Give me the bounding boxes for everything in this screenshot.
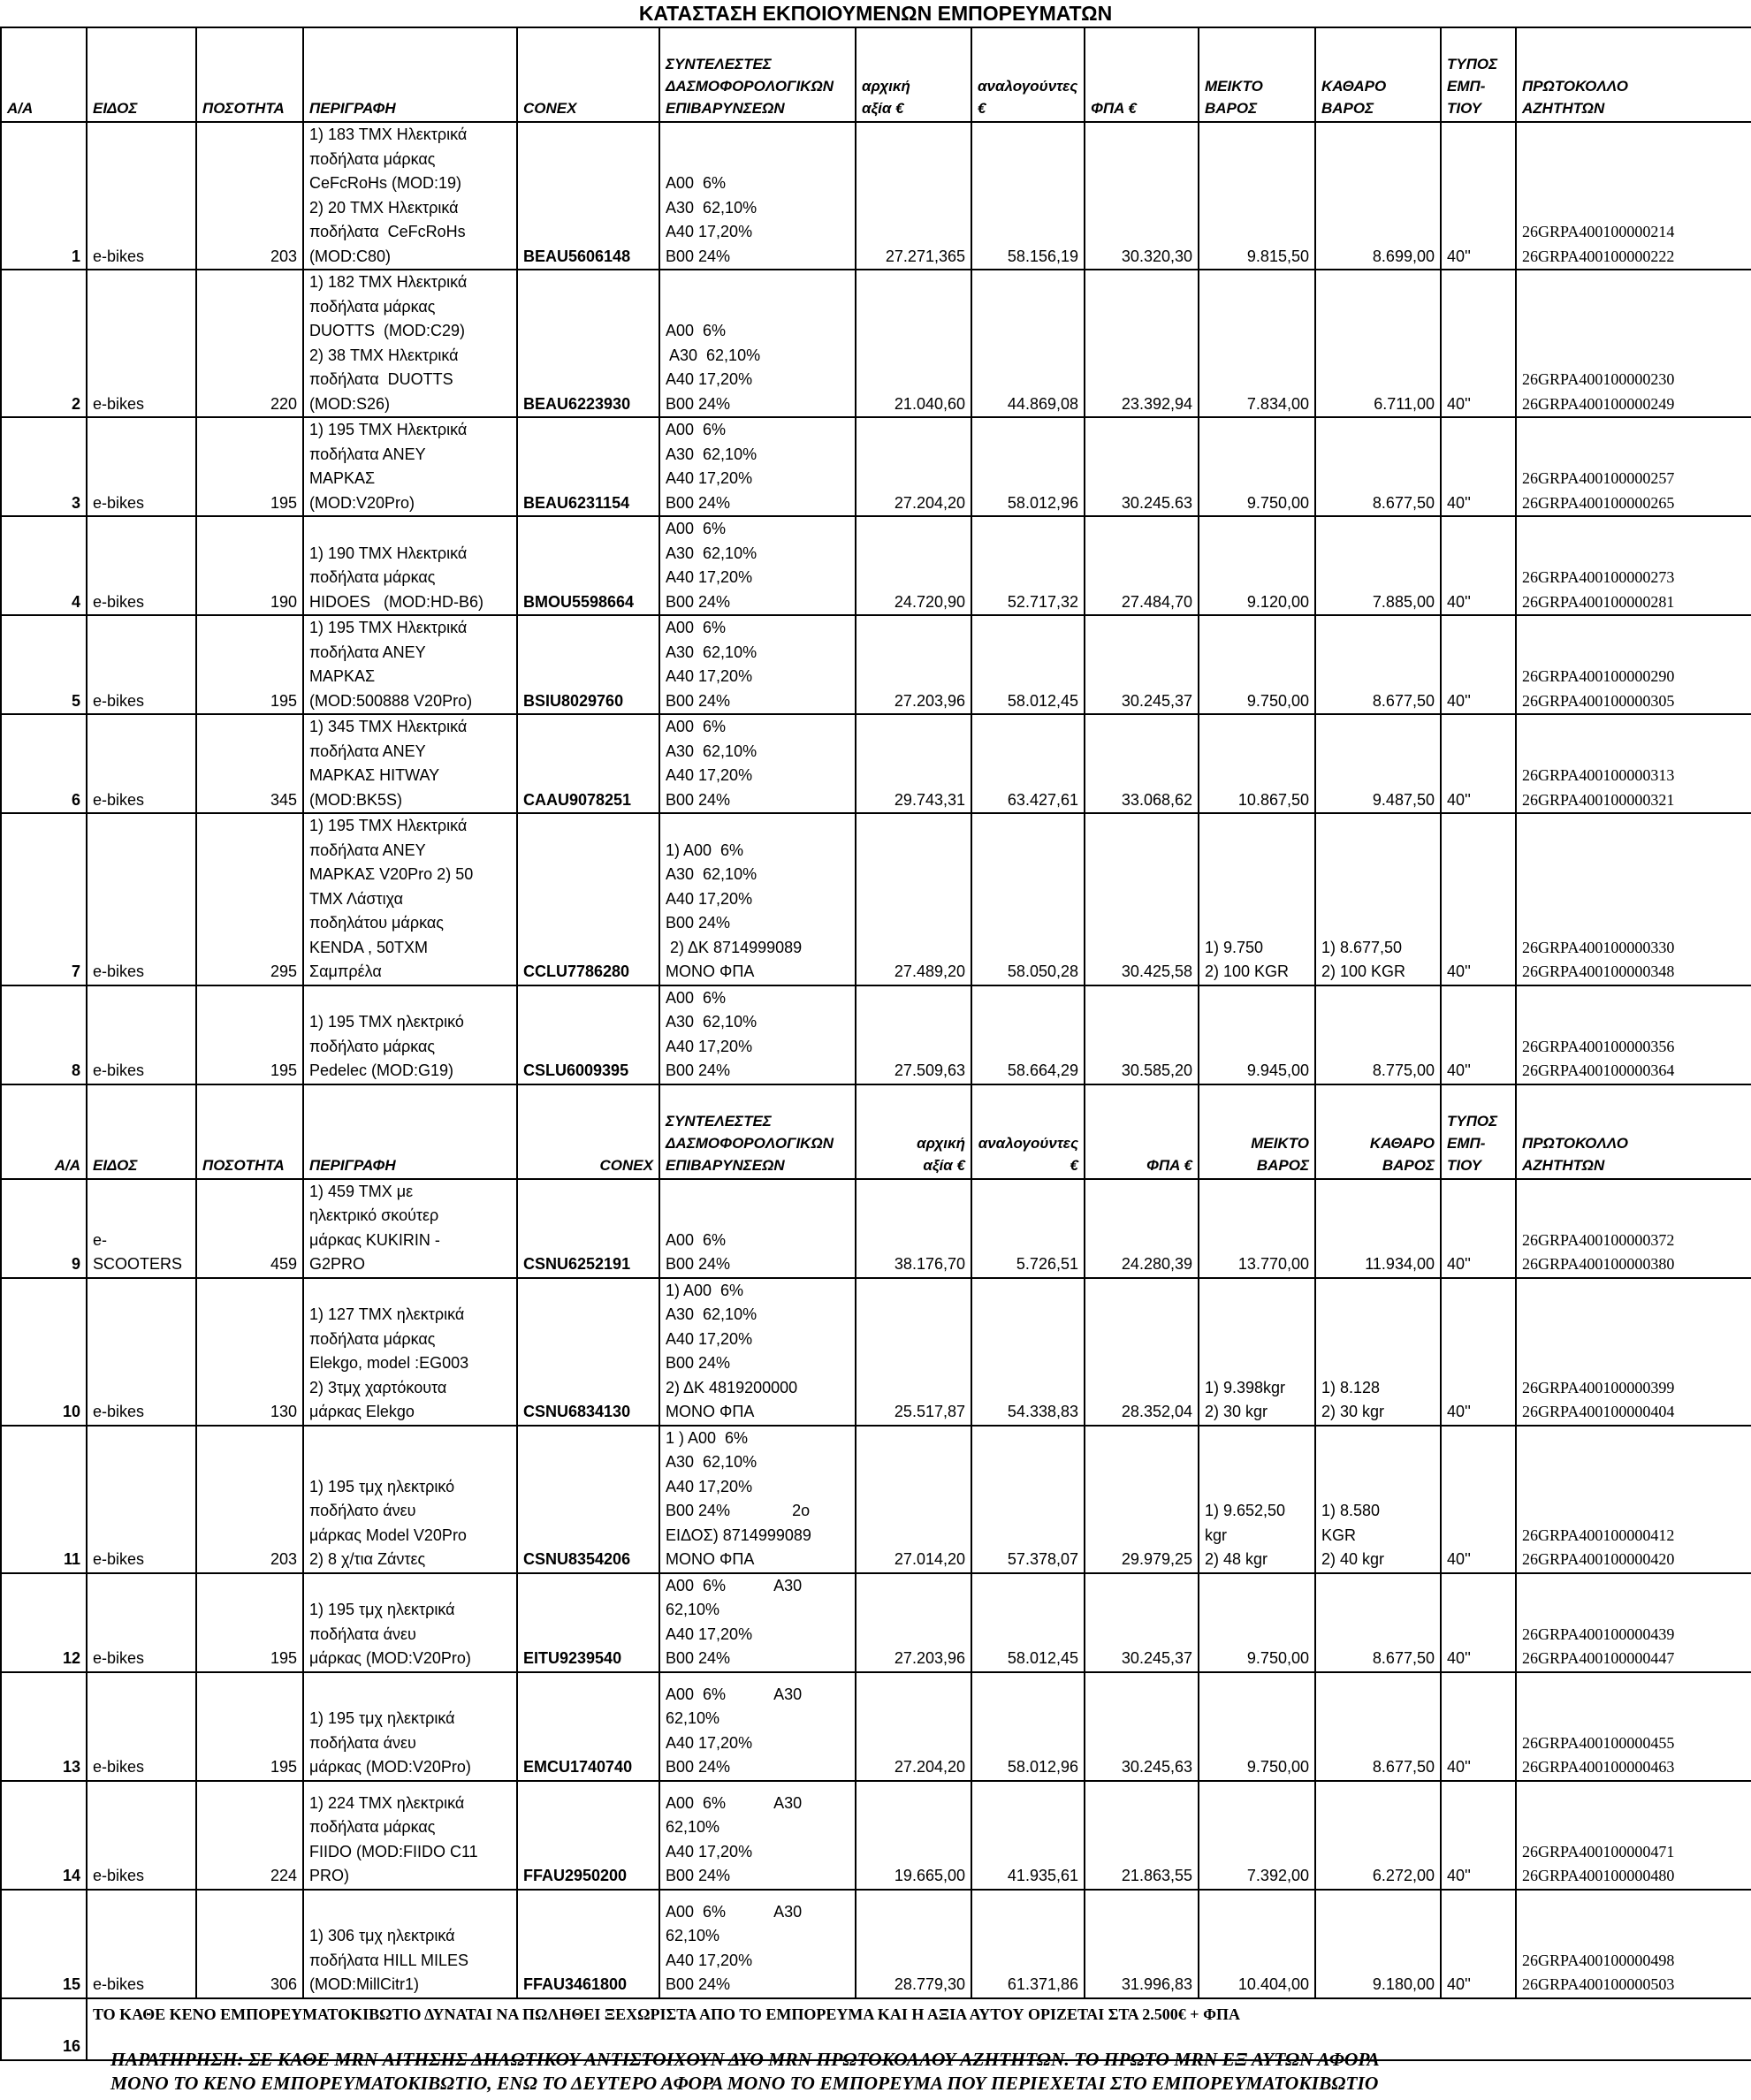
protocol-numbers: 26GRPA400100000290 26GRPA400100000305 — [1516, 615, 1751, 714]
item-quantity: 306 — [196, 1890, 303, 1998]
proportional-duties: 52.717,32 — [971, 516, 1085, 615]
initial-value: 27.509,63 — [856, 985, 971, 1084]
container-type: 40'' — [1441, 615, 1516, 714]
tax-rates: 1) Α00 6% Α30 62,10% Α40 17,20% Β00 24% 2) ΔΚ 8714999089 ΜΟΝΟ ΦΠΑ — [659, 813, 856, 985]
header-aa: Α/Α — [1, 27, 87, 122]
table-row — [1, 1426, 1751, 1573]
item-description: 1) 127 ΤΜΧ ηλεκτρικά ποδήλατα μάρκας Elekgo, model :EG003 2) 3τμχ χαρτόκουτα μάρκας Elekgo — [303, 1278, 517, 1426]
header-mikto: ΜΕΙΚΤΟ ΒΑΡΟΣ — [1199, 27, 1315, 122]
item-description: 1) 459 ΤΜΧ με ηλεκτρικό σκούτερ μάρκας KUKIRIN - G2PRO — [303, 1179, 517, 1278]
container-id: FFAU3461800 — [517, 1890, 659, 1998]
vat-amount: 33.068,62 — [1085, 714, 1199, 813]
tax-rates: Α00 6% Α30 62,10% Α40 17,20% Β00 24% — [659, 1573, 856, 1672]
item-description: 1) 195 ΤΜΧ Ηλεκτρικά ποδήλατα ΑΝΕΥ ΜΑΡΚΑΣ V20Pro 2) 50 ΤΜΧ Λάστιχα ποδηλάτου μάρκας KENDA , 50ΤΧΜ Σαμπρέλα — [303, 813, 517, 985]
proportional-duties: 61.371,86 — [971, 1890, 1085, 1998]
initial-value: 28.779,30 — [856, 1890, 971, 1998]
header-conex: CONEX — [517, 27, 659, 122]
tax-rates: Α00 6% Α30 62,10% Α40 17,20% Β00 24% — [659, 615, 856, 714]
vat-amount: 30.245,37 — [1085, 1573, 1199, 1672]
initial-value: 19.665,00 — [856, 1781, 971, 1890]
header-conex: CONEX — [517, 1084, 659, 1179]
tax-rates: 1) Α00 6% Α30 62,10% Α40 17,20% Β00 24% 2) ΔΚ 4819200000 ΜΟΝΟ ΦΠΑ — [659, 1278, 856, 1426]
row-number: 9 — [1, 1179, 87, 1278]
net-weight: 8.775,00 — [1315, 985, 1441, 1084]
container-type: 40'' — [1441, 1672, 1516, 1781]
gross-weight: 10.867,50 — [1199, 714, 1315, 813]
item-type: e-bikes — [87, 1426, 196, 1573]
net-weight: 8.699,00 — [1315, 122, 1441, 270]
item-description: 1) 195 τμχ ηλεκτρικά ποδήλατα άνευ μάρκας (MOD:V20Pro) — [303, 1672, 517, 1781]
proportional-duties: 57.378,07 — [971, 1426, 1085, 1573]
gross-weight: 13.770,00 — [1199, 1179, 1315, 1278]
tax-rates: Α00 6% Α30 62,10% Α40 17,20% Β00 24% — [659, 1781, 856, 1890]
initial-value: 29.743,31 — [856, 714, 971, 813]
gross-weight: 9.750,00 — [1199, 1672, 1315, 1781]
item-description: 1) 195 ΤΜΧ Ηλεκτρικά ποδήλατα ΑΝΕΥ ΜΑΡΚΑΣ (MOD:V20Pro) — [303, 417, 517, 516]
header-perigrafi: ΠΕΡΙΓΡΑΦΗ — [303, 1084, 517, 1179]
vat-amount: 30.425,58 — [1085, 813, 1199, 985]
item-type: e-bikes — [87, 516, 196, 615]
initial-value: 27.204,20 — [856, 417, 971, 516]
initial-value: 27.014,20 — [856, 1426, 971, 1573]
container-id: BMOU5598664 — [517, 516, 659, 615]
container-type: 40'' — [1441, 417, 1516, 516]
item-type: e-bikes — [87, 122, 196, 270]
item-type: e-bikes — [87, 1890, 196, 1998]
table-row — [1, 417, 1751, 516]
row-number: 11 — [1, 1426, 87, 1573]
proportional-duties: 63.427,61 — [971, 714, 1085, 813]
tax-rates: Α00 6% Α30 62,10% Α40 17,20% Β00 24% — [659, 985, 856, 1084]
protocol-numbers: 26GRPA400100000471 26GRPA400100000480 — [1516, 1781, 1751, 1890]
item-type: e-bikes — [87, 1573, 196, 1672]
initial-value: 27.203,96 — [856, 1573, 971, 1672]
item-type: e-bikes — [87, 1781, 196, 1890]
item-quantity: 195 — [196, 1573, 303, 1672]
table-row — [1, 985, 1751, 1084]
protocol-numbers: 26GRPA400100000498 26GRPA400100000503 — [1516, 1890, 1751, 1998]
item-description: 1) 190 ΤΜΧ Ηλεκτρικά ποδήλατα μάρκας HIDOES (MOD:HD-B6) — [303, 516, 517, 615]
container-type: 40'' — [1441, 1426, 1516, 1573]
container-id: EMCU1740740 — [517, 1672, 659, 1781]
tax-rates: Α00 6% Α30 62,10% Α40 17,20% Β00 24% — [659, 122, 856, 270]
item-description: 1) 182 ΤΜΧ Ηλεκτρικά ποδήλατα μάρκας DUOTTS (MOD:C29) 2) 38 ΤΜΧ Ηλεκτρικά ποδήλατα DUOTTS (MOD:S26) — [303, 270, 517, 417]
proportional-duties: 58.012,45 — [971, 615, 1085, 714]
protocol-numbers: 26GRPA400100000439 26GRPA400100000447 — [1516, 1573, 1751, 1672]
row-number: 1 — [1, 122, 87, 270]
table-row — [1, 813, 1751, 985]
row-number: 10 — [1, 1278, 87, 1426]
container-id: CCLU7786280 — [517, 813, 659, 985]
row-number: 8 — [1, 985, 87, 1084]
gross-weight: 1) 9.750 2) 100 KGR — [1199, 813, 1315, 985]
initial-value: 21.040,60 — [856, 270, 971, 417]
header-katharo: ΚΑΘΑΡΟ ΒΑΡΟΣ — [1315, 1084, 1441, 1179]
container-type: 40'' — [1441, 1890, 1516, 1998]
tax-rates: Α00 6% Α30 62,10% Α40 17,20% Β00 24% — [659, 714, 856, 813]
vat-amount: 30.585,20 — [1085, 985, 1199, 1084]
item-description: 1) 306 τμχ ηλεκτρικά ποδήλατα HILL MILES (MOD:MillCitr1) — [303, 1890, 517, 1998]
container-id: EITU9239540 — [517, 1573, 659, 1672]
table-row — [1, 1179, 1751, 1278]
vat-amount: 21.863,55 — [1085, 1781, 1199, 1890]
initial-value: 25.517,87 — [856, 1278, 971, 1426]
net-weight: 11.934,00 — [1315, 1179, 1441, 1278]
gross-weight: 9.750,00 — [1199, 1573, 1315, 1672]
protocol-numbers: 26GRPA400100000230 26GRPA400100000249 — [1516, 270, 1751, 417]
row-number: 13 — [1, 1672, 87, 1781]
gross-weight: 10.404,00 — [1199, 1890, 1315, 1998]
initial-value: 27.271,365 — [856, 122, 971, 270]
table-row — [1, 122, 1751, 270]
tax-rates: Α00 6% Α30 62,10% Α40 17,20% Β00 24% — [659, 417, 856, 516]
protocol-numbers: 26GRPA400100000412 26GRPA400100000420 — [1516, 1426, 1751, 1573]
container-type: 40'' — [1441, 1573, 1516, 1672]
table-row — [1, 1781, 1751, 1890]
container-id: CSLU6009395 — [517, 985, 659, 1084]
net-weight: 1) 8.677,50 2) 100 KGR — [1315, 813, 1441, 985]
initial-value: 38.176,70 — [856, 1179, 971, 1278]
header-aa: Α/Α — [1, 1084, 87, 1179]
proportional-duties: 58.050,28 — [971, 813, 1085, 985]
item-description: 1) 195 τμχ ηλεκτρικά ποδήλατα άνευ μάρκας (MOD:V20Pro) — [303, 1573, 517, 1672]
item-description: 1) 195 τμχ ηλεκτρικό ποδήλατο άνευ μάρκας Model V20Pro 2) 8 χ/τια Ζάντες — [303, 1426, 517, 1573]
footer-note: ΠΑΡΑΤΗΡΗΣΗ: ΣΕ ΚΑΘΕ MRN ΑΙΤΗΣΗΣ ΔΗΛΩΤΙΚΟΥ ΑΝΤΙΣΤΟΙΧΟΥΝ ΔΥΟ MRN ΠΡΩΤΟΚΟΛΛΟΥ ΑΖΗΤΗΤΩΝ. ΤΟ ΠΡΩΤΟ MRN ΕΞ ΑΥΤΩΝ ΑΦΟΡΑ ΜΟΝΟ ΤΟ ΚΕΝΟ ΕΜΠΟΡΕΥΜΑΤΟΚΙΒΩΤΙΟ, ΕΝΩ ΤΟ ΔΕΥΤΕΡΟ ΑΦΟΡΑ ΜΟΝΟ ΤΟ ΕΜΠΟΡΕΥΜΑ ΠΟΥ ΠΕΡΙΕΧΕΤΑΙ ΣΤΟ ΕΜΠΟΡΕΥΜΑΤΟΚΙΒΩΤΙΟ — [110, 2049, 1380, 2094]
proportional-duties: 44.869,08 — [971, 270, 1085, 417]
initial-value: 27.204,20 — [856, 1672, 971, 1781]
container-type: 40'' — [1441, 985, 1516, 1084]
net-weight: 8.677,50 — [1315, 1672, 1441, 1781]
row-number: 2 — [1, 270, 87, 417]
container-id: CAAU9078251 — [517, 714, 659, 813]
item-quantity: 203 — [196, 122, 303, 270]
row-number: 16 — [1, 1998, 87, 2060]
proportional-duties: 58.012,96 — [971, 417, 1085, 516]
item-type: e-bikes — [87, 615, 196, 714]
gross-weight: 9.750,00 — [1199, 615, 1315, 714]
net-weight: 7.885,00 — [1315, 516, 1441, 615]
container-id: BSIU8029760 — [517, 615, 659, 714]
header-typos: ΤΥΠΟΣ ΕΜΠ- ΤΙΟΥ — [1441, 1084, 1516, 1179]
protocol-numbers: 26GRPA400100000399 26GRPA400100000404 — [1516, 1278, 1751, 1426]
container-id: CSNU6834130 — [517, 1278, 659, 1426]
header-analogountes: αναλογούντες € — [971, 27, 1085, 122]
header-posotita: ΠΟΣΟΤΗΤΑ — [196, 1084, 303, 1179]
item-type: e-bikes — [87, 270, 196, 417]
tax-rates: 1 ) Α00 6% Α30 62,10% Α40 17,20% Β00 24% 2ο ΕΙΔΟΣ) 8714999089 ΜΟΝΟ ΦΠΑ — [659, 1426, 856, 1573]
container-type: 40'' — [1441, 516, 1516, 615]
container-type: 40'' — [1441, 270, 1516, 417]
header-fpa: ΦΠΑ € — [1085, 27, 1199, 122]
gross-weight: 1) 9.398kgr 2) 30 kgr — [1199, 1278, 1315, 1426]
net-weight: 8.677,50 — [1315, 615, 1441, 714]
item-type: e-bikes — [87, 1278, 196, 1426]
header-perigrafi: ΠΕΡΙΓΡΑΦΗ — [303, 27, 517, 122]
protocol-numbers: 26GRPA400100000214 26GRPA400100000222 — [1516, 122, 1751, 270]
gross-weight: 7.834,00 — [1199, 270, 1315, 417]
container-type: 40'' — [1441, 1179, 1516, 1278]
gross-weight: 9.120,00 — [1199, 516, 1315, 615]
page-title: ΚΑΤΑΣΤΑΣΗ ΕΚΠΟΙΟΥΜΕΝΩΝ ΕΜΠΟΡΕΥΜΑΤΩΝ — [638, 2, 1113, 25]
tax-rates: Α00 6% Α30 62,10% Α40 17,20% Β00 24% — [659, 1672, 856, 1781]
header-protokollo: ΠΡΩΤΟΚΟΛΛΟ ΑΖΗΤΗΤΩΝ — [1516, 1084, 1751, 1179]
net-weight: 9.180,00 — [1315, 1890, 1441, 1998]
item-quantity: 220 — [196, 270, 303, 417]
item-description: 1) 183 ΤΜΧ Ηλεκτρικά ποδήλατα μάρκας CeFcRoHs (MOD:19) 2) 20 ΤΜΧ Ηλεκτρικά ποδήλατα CeFcRoHs (MOD:C80) — [303, 122, 517, 270]
item-type: e-bikes — [87, 1672, 196, 1781]
row-number: 14 — [1, 1781, 87, 1890]
container-id: BEAU5606148 — [517, 122, 659, 270]
header-eidos: ΕΙΔΟΣ — [87, 1084, 196, 1179]
vat-amount: 29.979,25 — [1085, 1426, 1199, 1573]
item-quantity: 195 — [196, 1672, 303, 1781]
table-row — [1, 516, 1751, 615]
item-type: e-bikes — [87, 813, 196, 985]
protocol-numbers: 26GRPA400100000356 26GRPA400100000364 — [1516, 985, 1751, 1084]
container-type: 40'' — [1441, 1278, 1516, 1426]
initial-value: 27.489,20 — [856, 813, 971, 985]
vat-amount: 31.996,83 — [1085, 1890, 1199, 1998]
item-quantity: 195 — [196, 985, 303, 1084]
vat-amount: 30.245,37 — [1085, 615, 1199, 714]
protocol-numbers: 26GRPA400100000372 26GRPA400100000380 — [1516, 1179, 1751, 1278]
net-weight: 1) 8.128 2) 30 kgr — [1315, 1278, 1441, 1426]
header-eidos: ΕΙΔΟΣ — [87, 27, 196, 122]
item-description: 1) 224 ΤΜΧ ηλεκτρικά ποδήλατα μάρκας FIIDO (MOD:FIIDO C11 PRO) — [303, 1781, 517, 1890]
initial-value: 24.720,90 — [856, 516, 971, 615]
item-quantity: 459 — [196, 1179, 303, 1278]
header-row — [1, 27, 1751, 122]
vat-amount: 23.392,94 — [1085, 270, 1199, 417]
container-id: CSNU6252191 — [517, 1179, 659, 1278]
item-quantity: 203 — [196, 1426, 303, 1573]
item-quantity: 295 — [196, 813, 303, 985]
item-quantity: 195 — [196, 417, 303, 516]
net-weight: 8.677,50 — [1315, 417, 1441, 516]
item-description: 1) 195 ΤΜΧ ηλεκτρικό ποδήλατο μάρκας Pedelec (MOD:G19) — [303, 985, 517, 1084]
item-type: e-bikes — [87, 985, 196, 1084]
net-weight: 6.272,00 — [1315, 1781, 1441, 1890]
proportional-duties: 5.726,51 — [971, 1179, 1085, 1278]
header-row-repeat — [1, 1084, 1751, 1179]
container-type: 40'' — [1441, 122, 1516, 270]
table-row — [1, 1278, 1751, 1426]
table-row — [1, 1573, 1751, 1672]
table-row — [1, 615, 1751, 714]
net-weight: 8.677,50 — [1315, 1573, 1441, 1672]
container-type: 40'' — [1441, 813, 1516, 985]
container-id: CSNU8354206 — [517, 1426, 659, 1573]
item-type: e-bikes — [87, 417, 196, 516]
item-type: e- SCOOTERS — [87, 1179, 196, 1278]
header-arxiki: αρχική αξία € — [856, 1084, 971, 1179]
row-number: 12 — [1, 1573, 87, 1672]
header-posotita: ΠΟΣΟΤΗΤΑ — [196, 27, 303, 122]
gross-weight: 9.815,50 — [1199, 122, 1315, 270]
item-quantity: 190 — [196, 516, 303, 615]
item-description: 1) 345 ΤΜΧ Ηλεκτρικά ποδήλατα ΑΝΕΥ ΜΑΡΚΑΣ HITWAY (MOD:BK5S) — [303, 714, 517, 813]
header-syntelestes: ΣΥΝΤΕΛΕΣΤΕΣ ΔΑΣΜΟΦΟΡΟΛΟΓΙΚΩΝ ΕΠΙΒΑΡΥΝΣΕΩΝ — [659, 1084, 856, 1179]
net-weight: 1) 8.580 KGR 2) 40 kgr — [1315, 1426, 1441, 1573]
header-mikto: ΜΕΙΚΤΟ ΒΑΡΟΣ — [1199, 1084, 1315, 1179]
item-quantity: 345 — [196, 714, 303, 813]
proportional-duties: 58.012,45 — [971, 1573, 1085, 1672]
item-quantity: 130 — [196, 1278, 303, 1426]
row-number: 5 — [1, 615, 87, 714]
proportional-duties: 41.935,61 — [971, 1781, 1085, 1890]
initial-value: 27.203,96 — [856, 615, 971, 714]
gross-weight: 9.945,00 — [1199, 985, 1315, 1084]
header-katharo: ΚΑΘΑΡΟ ΒΑΡΟΣ — [1315, 27, 1441, 122]
table-row — [1, 1672, 1751, 1781]
proportional-duties: 58.012,96 — [971, 1672, 1085, 1781]
protocol-numbers: 26GRPA400100000273 26GRPA400100000281 — [1516, 516, 1751, 615]
protocol-numbers: 26GRPA400100000455 26GRPA400100000463 — [1516, 1672, 1751, 1781]
protocol-numbers: 26GRPA400100000257 26GRPA400100000265 — [1516, 417, 1751, 516]
container-sale-notice: ΤΟ ΚΑΘΕ ΚΕΝΟ ΕΜΠΟΡΕΥΜΑΤΟΚΙΒΩΤΙΟ ΔΥΝΑΤΑΙ ΝΑ ΠΩΛΗΘΕΙ ΞΕΧΩΡΙΣΤΑ ΑΠΟ ΤΟ ΕΜΠΟΡΕΥΜΑ ΚΑΙ Η ΑΞΙΑ ΑΥΤΟΥ ΟΡΙΖΕΤΑΙ ΣΤΑ 2.500€ + ΦΠΑ — [87, 1998, 1751, 2060]
proportional-duties: 58.156,19 — [971, 122, 1085, 270]
item-description: 1) 195 ΤΜΧ Ηλεκτρικά ποδήλατα ΑΝΕΥ ΜΑΡΚΑΣ (MOD:500888 V20Pro) — [303, 615, 517, 714]
container-id: FFAU2950200 — [517, 1781, 659, 1890]
header-arxiki: αρχική αξία € — [856, 27, 971, 122]
container-type: 40'' — [1441, 1781, 1516, 1890]
container-id: BEAU6231154 — [517, 417, 659, 516]
tax-rates: Α00 6% Α30 62,10% Α40 17,20% Β00 24% — [659, 270, 856, 417]
tax-rates: Α00 6% Β00 24% — [659, 1179, 856, 1278]
vat-amount: 24.280,39 — [1085, 1179, 1199, 1278]
row-number: 15 — [1, 1890, 87, 1998]
header-syntelestes: ΣΥΝΤΕΛΕΣΤΕΣ ΔΑΣΜΟΦΟΡΟΛΟΓΙΚΩΝ ΕΠΙΒΑΡΥΝΣΕΩΝ — [659, 27, 856, 122]
item-type: e-bikes — [87, 714, 196, 813]
tax-rates: Α00 6% Α30 62,10% Α40 17,20% Β00 24% — [659, 516, 856, 615]
row-number: 3 — [1, 417, 87, 516]
header-typos: ΤΥΠΟΣ ΕΜΠ- ΤΙΟΥ — [1441, 27, 1516, 122]
item-quantity: 224 — [196, 1781, 303, 1890]
tax-rates: Α00 6% Α30 62,10% Α40 17,20% Β00 24% — [659, 1890, 856, 1998]
vat-amount: 28.352,04 — [1085, 1278, 1199, 1426]
container-type: 40'' — [1441, 714, 1516, 813]
net-weight: 6.711,00 — [1315, 270, 1441, 417]
header-analogountes: αναλογούντες € — [971, 1084, 1085, 1179]
vat-amount: 30.245,63 — [1085, 1672, 1199, 1781]
table-row — [1, 1890, 1751, 1998]
proportional-duties: 58.664,29 — [971, 985, 1085, 1084]
row-number: 7 — [1, 813, 87, 985]
protocol-numbers: 26GRPA400100000313 26GRPA400100000321 — [1516, 714, 1751, 813]
table-row — [1, 270, 1751, 417]
goods-table — [0, 27, 1751, 2061]
proportional-duties: 54.338,83 — [971, 1278, 1085, 1426]
gross-weight: 1) 9.652,50 kgr 2) 48 kgr — [1199, 1426, 1315, 1573]
container-id: BEAU6223930 — [517, 270, 659, 417]
protocol-numbers: 26GRPA400100000330 26GRPA400100000348 — [1516, 813, 1751, 985]
item-quantity: 195 — [196, 615, 303, 714]
vat-amount: 30.320,30 — [1085, 122, 1199, 270]
vat-amount: 27.484,70 — [1085, 516, 1199, 615]
gross-weight: 7.392,00 — [1199, 1781, 1315, 1890]
net-weight: 9.487,50 — [1315, 714, 1441, 813]
header-protokollo: ΠΡΩΤΟΚΟΛΛΟ ΑΖΗΤΗΤΩΝ — [1516, 27, 1751, 122]
row-number: 6 — [1, 714, 87, 813]
table-row — [1, 714, 1751, 813]
header-fpa: ΦΠΑ € — [1085, 1084, 1199, 1179]
row-number: 4 — [1, 516, 87, 615]
vat-amount: 30.245.63 — [1085, 417, 1199, 516]
gross-weight: 9.750,00 — [1199, 417, 1315, 516]
